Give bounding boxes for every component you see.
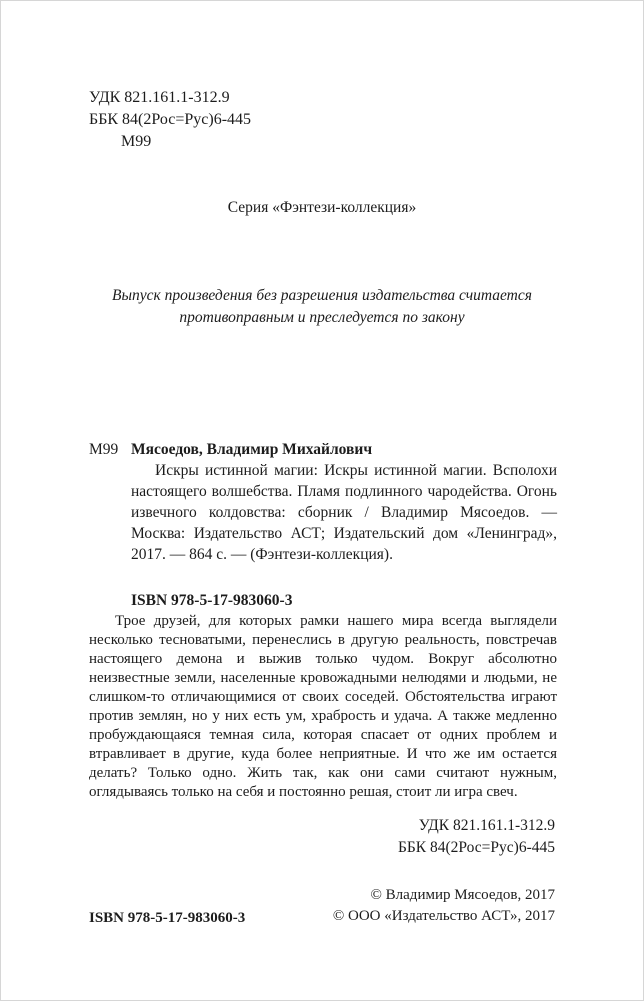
bottom-codes-block (398, 815, 555, 859)
annotation-paragraph: Трое друзей, для которых рамки нашего мира всегда выглядели несколько тесноватыми, перенеслись в другую реальность, повстречав настоящего демона и выжив только чудом. Вокруг абсолютно неизвестные земли, населенные кровожадными нелюдями и людьми, не слишком-то отличающимися от своих соседей. Обстоятельства играют против землян, но у них есть ум, храбрость и удача. А также медленно пробуждающаяся темная сила, которая спасает от одних проблем и втравливает в другие, куда более неприятные. И что же им остается делать? Только одно. Жить так, как они сами считают нужным, оглядываясь только на себя и постоянно решая, стоит ли игра свеч. (89, 613, 557, 800)
legal-notice: Выпуск произведения без разрешения издательства считается противоправным и преследуется по закону (112, 287, 532, 326)
top-codes-block (89, 87, 251, 153)
series-title: Серия «Фэнтези-коллекция» (227, 199, 417, 216)
catalog-entry (89, 439, 557, 611)
copyright-author-line: © Владимир Мясоедов, 2017 (370, 887, 555, 903)
copyright-block (333, 885, 555, 927)
author-sign-code-top: М99 (121, 133, 152, 150)
catalog-author-name: Мясоедов, Владимир Михайлович (131, 441, 373, 458)
footer-row (89, 885, 555, 927)
catalog-author-sign: М99 (89, 441, 119, 458)
catalog-entry-text (131, 439, 557, 565)
udk-code-top: УДК 821.161.1-312.9 (89, 89, 230, 106)
bbk-code-top: ББК 84(2Рос=Рус)6-445 (89, 111, 252, 128)
udk-code-bottom: УДК 821.161.1-312.9 (418, 817, 555, 834)
copyright-publisher-line: © ООО «Издательство АСТ», 2017 (332, 908, 555, 924)
catalog-isbn: ISBN 978-5-17-983060-3 (131, 592, 293, 609)
bbk-code-bottom: ББК 84(2Рос=Рус)6-445 (398, 839, 555, 856)
footer-isbn: ISBN 978-5-17-983060-3 (89, 910, 246, 926)
catalog-description: Искры истинной магии: Искры истинной магии. Всполохи настоящего волшебства. Пламя подлинного чародейства. Огонь извечного колдовства: сборник / Владимир Мясоедов. — Москва: Издательство АСТ; Издательский дом «Ленинград», 2017. — 864 с. — (Фэнтези-коллекция). (131, 462, 557, 563)
